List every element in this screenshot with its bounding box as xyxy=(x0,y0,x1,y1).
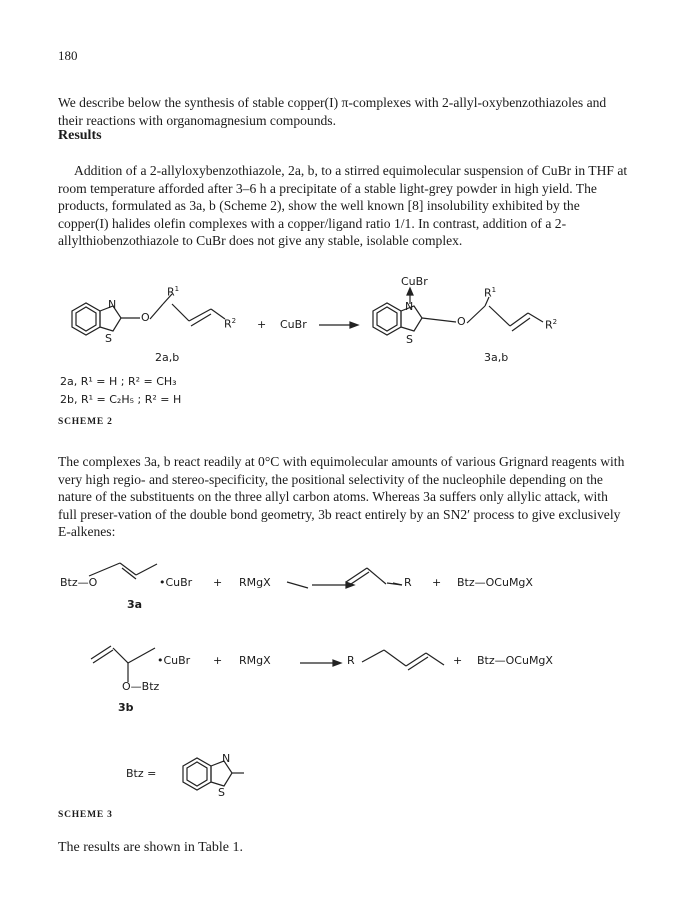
rmgx-3b: RMgX xyxy=(239,654,271,667)
btz-o-label: Btz—O xyxy=(60,576,98,589)
page-number: 180 xyxy=(58,48,78,63)
cubr-dot-label-3a: •CuBr xyxy=(159,576,193,589)
plus-sign: + xyxy=(257,318,267,331)
label-3a: 3a xyxy=(127,598,143,611)
cubr-reagent: CuBr xyxy=(280,318,307,331)
compound-2ab-label: 2a,b xyxy=(155,351,180,364)
plus-3b-product: + xyxy=(453,654,463,667)
section-heading: Results xyxy=(58,128,102,143)
intro-paragraph: We describe below the synthesis of stable copper(I) π-complexes with 2-allyl-oxybenzothiazoles and their reactions with organomagnesium compounds. xyxy=(58,95,607,128)
complexes-paragraph: The complexes 3a, b react readily at 0°C with equimolecular amounts of various Grignard reagents with very high regio- and stereo-specificity, the positional selectivity of the nucleophile depending on the nature of the substituents on the three allyl carbon atoms. Whereas 3a suffers only allylic attack, with full preser-vation of the double bond geometry, 3b react entirely by an SN2′ process to give exclusively E-alkenes: xyxy=(58,454,625,539)
cubr-complex-label: CuBr xyxy=(401,275,428,288)
n-label-right: N xyxy=(405,300,414,313)
btz-definition: Btz = xyxy=(126,767,157,780)
definition-2b: 2b, R¹ = C₂H₅ ; R² = H xyxy=(60,393,182,406)
r-product-3a: R xyxy=(404,576,412,589)
o-label-left: O xyxy=(141,311,150,324)
o-label-right: O xyxy=(457,315,466,328)
results-paragraph: Addition of a 2-allyloxybenzothiazole, 2a, b, to a stirred equimolecular suspension of CuBr in THF at room temperature afforded after 3–6 h a precipitate of a stable light-grey powder in high yield. The products, formulated as 3a, b (Scheme 2), show the well known [8] insolubility exhibited by the copper(I) halides olefin complexes with a copper/ligand ratio 1/1. In contrast, addition of a 2-allylthiobenzothiazole to CuBr does not give any stable, isolable complex. xyxy=(58,163,628,248)
scheme-2-caption: SCHEME 2 xyxy=(58,417,113,427)
r2-label-left: $R^2$ xyxy=(224,317,237,331)
r1-label-left: $R^1$ xyxy=(167,285,180,299)
cubr-dot-label-3b: •CuBr xyxy=(157,654,191,667)
plus-3a-product: + xyxy=(432,576,442,589)
r-product-3b: R xyxy=(347,654,355,667)
s-label-btz: S xyxy=(218,786,225,799)
plus-3b: + xyxy=(213,654,223,667)
rmgx-3a: RMgX xyxy=(239,576,271,589)
label-3b: 3b xyxy=(118,701,134,714)
plus-3a: + xyxy=(213,576,223,589)
definition-2a: 2a, R¹ = H ; R² = CH₃ xyxy=(60,375,177,388)
closing-sentence: The results are shown in Table 1. xyxy=(58,840,243,855)
scheme-3-caption: SCHEME 3 xyxy=(58,810,113,820)
n-label-btz: N xyxy=(222,752,231,765)
o-btz-label: O—Btz xyxy=(122,680,160,693)
r1-label-right: $R^1$ xyxy=(484,286,497,300)
s-label-left: S xyxy=(105,332,112,345)
r2-label-right: $R^2$ xyxy=(545,318,558,332)
s-label-right: S xyxy=(406,333,413,346)
n-label-left: N xyxy=(108,298,117,311)
btz-ocumgx-3b: Btz—OCuMgX xyxy=(477,654,553,667)
btz-ocumgx-3a: Btz—OCuMgX xyxy=(457,576,533,589)
compound-3ab-label: 3a,b xyxy=(484,351,509,364)
